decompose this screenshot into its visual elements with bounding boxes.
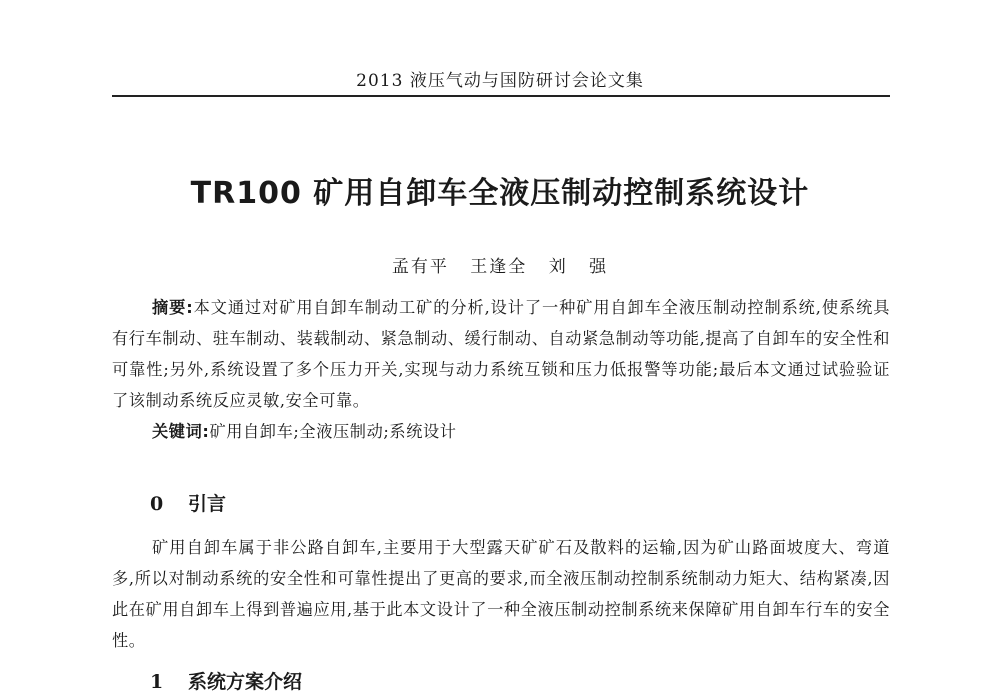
keywords-label: 关键词: <box>152 422 210 441</box>
abstract <box>112 292 890 416</box>
paper-title: TR100 矿用自卸车全液压制动控制系统设计 <box>190 176 810 211</box>
abstract-label: 摘要: <box>152 298 194 317</box>
introduction-paragraph: 矿用自卸车属于非公路自卸车,主要用于大型露天矿矿石及散料的运输,因为矿山路面坡度大、弯道多,所以对制动系统的安全性和可靠性提出了更高的要求,而全液压制动控制系统制动力矩大、结构紧凑,因此在矿用自卸车上得到普遍应用,基于此本文设计了一种全液压制动控制系统来保障矿用自卸车行车的安全性。 <box>112 538 890 650</box>
author-list: 孟有平 王逢全 刘 强 <box>391 257 609 277</box>
running-header: 2013 液压气动与国防研讨会论文集 <box>356 71 644 91</box>
section-title: 引言 <box>188 493 227 515</box>
section-title: 系统方案介绍 <box>188 671 303 693</box>
header-divider <box>112 95 890 97</box>
abstract-text: 本文通过对矿用自卸车制动工矿的分析,设计了一种矿用自卸车全液压制动控制系统,使系统具有行车制动、驻车制动、装载制动、紧急制动、缓行制动、自动紧急制动等功能,提高了自卸车的安全性和可靠性;另外,系统设置了多个压力开关,实现与动力系统互锁和压力低报警等功能;最后本文通过试验验证了该制动系统反应灵敏,安全可靠。 <box>112 298 890 410</box>
section-heading-introduction <box>150 489 226 516</box>
keywords <box>152 416 890 447</box>
section-number: 1 <box>150 671 164 693</box>
section-heading-system-overview <box>150 667 302 694</box>
keywords-text: 矿用自卸车;全液压制动;系统设计 <box>209 422 457 441</box>
section-number: 0 <box>150 493 164 515</box>
